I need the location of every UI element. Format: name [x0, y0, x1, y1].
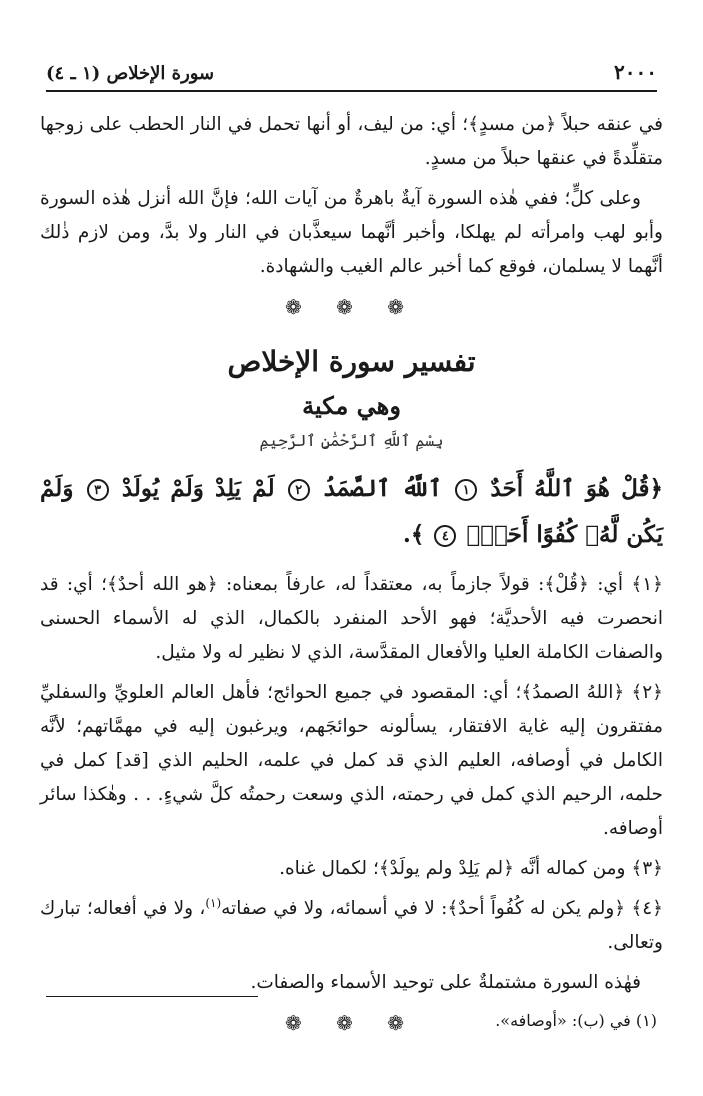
footnote-marker[interactable]: (١) — [205, 895, 222, 910]
footnote-rule — [46, 996, 258, 997]
closing-sentence: فهٰذه السورة مشتملةٌ على توحيد الأسماء والصفات. — [250, 972, 641, 993]
ayah-number-4-icon: ٤ — [434, 525, 456, 547]
basmala: بِسْمِ ٱللَّهِ ٱلرَّحْمَٰنِ ٱلرَّحِيمِ — [259, 431, 444, 450]
surah-title-header: سورة الإخلاص (١ ـ ٤) — [46, 63, 215, 84]
verse-3: لَمْ يَلِدْ وَلَمْ يُولَدْ — [121, 475, 275, 502]
tafsir-verse-3: ﴿٣﴾ ومن كماله أنَّه ﴿لم يَلِدْ ولم يولَدْ﴾؛ لكمال غناه. — [279, 858, 663, 879]
surah-subheading: وهي مكية — [302, 391, 401, 420]
verse-2: ٱللَّهُ ٱلصَّمَدُ — [323, 475, 443, 502]
main-text — [40, 108, 663, 1040]
tafsir-verse-4-end: ، ولا في أفعاله؛ تبارك وتعالى. — [40, 898, 663, 953]
verse-1: قُلْ هُوَ ٱللَّهُ أَحَدٌ — [490, 475, 650, 502]
tafsir-verse-1: ﴿١﴾ أي: ﴿قُلْ﴾: قولاً جازماً به، معتقداً له، عارفاً بمعناه: ﴿هو الله أحدٌ﴾؛ أي: قد انحصرت فيه الأحديَّة؛ فهو الأحد المنفرد بالكمال، الذي له الأسماء الحسنى والصفات الكاملة العليا والأفعال المقدَّسة، الذي لا نظير له ولا مثيل. — [40, 574, 663, 663]
running-header — [46, 60, 657, 92]
paragraph-1: في عنقه حبلاً ﴿من مسدٍ﴾؛ أي: من ليف، أو أنها تحمل في النار الحطب على زوجها متقلِّدةً في عنقها حبلاً من مسدٍ. — [40, 114, 663, 169]
separator-ornament: ❁ ❁ ❁ — [285, 295, 418, 319]
surah-heading: تفسير سورة الإخلاص — [227, 345, 476, 378]
ayah-number-1-icon: ١ — [455, 479, 477, 501]
quran-open-bracket: ﴿ — [649, 475, 664, 502]
tafsir-verse-4 — [40, 892, 663, 960]
ayah-number-2-icon: ٢ — [288, 479, 310, 501]
quran-verses — [40, 466, 663, 558]
ayah-number-3-icon: ٣ — [87, 479, 109, 501]
separator-ornament-2: ❁ ❁ ❁ — [285, 1011, 418, 1035]
quran-close-bracket: ﴾. — [402, 521, 425, 548]
tafsir-verse-2: ﴿٢﴾ ﴿اللهُ الصمدُ﴾؛ أي: المقصود في جميع الحوائج؛ فأهل العالم العلويِّ والسفليِّ مفتقرون إليه غاية الافتقار، يسألونه حوائجَهم، ويرغبون إليه في مهمَّاتهم؛ لأنَّه الكامل في أوصافه، العليم الذي قد كمل في علمه، الحليم الذي [قد] كمل في حلمه، الرحيم الذي كمل في رحمته، الذي وسعت رحمتُه كلَّ شيءٍ. . . وهٰكذا سائر أوصافه. — [40, 682, 663, 839]
page-number: ٢٠٠٠ — [614, 60, 657, 84]
footnote: (١) في (ب): «أوصافه». — [495, 1011, 657, 1030]
verse-4: وَلَمْ يَكُن لَّهُۥ كُفُوًا أَحَدٌۢ — [40, 475, 663, 548]
paragraph-2: وعلى كلٍّ؛ ففي هٰذه السورة آيةٌ باهرةٌ من آيات الله؛ فإنَّ الله أنزل هٰذه السورة وأبو لهب وامرأته لم يهلكا، وأخبر أنَّهما سيعذَّبان في النار ولا بدَّ، ومن لازم ذٰلك أنَّهما لا يسلمان، فوقع كما أخبر عالم الغيب والشهادة. — [40, 188, 663, 277]
tafsir-verse-4-text: ﴿٤﴾ ﴿ولم يكن له كُفُواً أحدٌ﴾: لا في أسمائه، ولا في صفاته — [221, 898, 663, 919]
